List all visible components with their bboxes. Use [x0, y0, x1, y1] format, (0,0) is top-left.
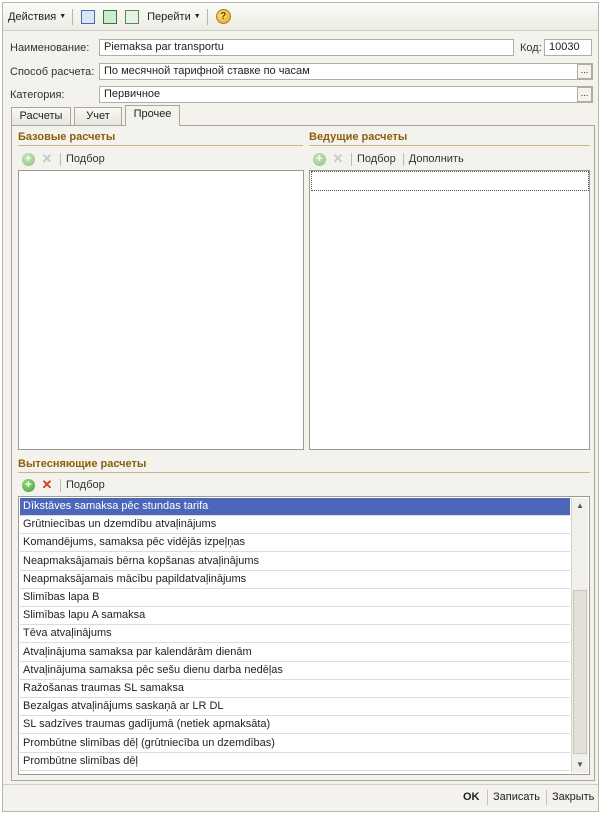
close-button[interactable]: Закрыть — [552, 791, 595, 803]
list-item[interactable]: Atvaļinājuma samaksa par kalendārām dienām — [20, 644, 570, 662]
category-select-button[interactable]: ... — [577, 87, 592, 102]
list-item[interactable]: Ražošanas traumas SL samaksa — [20, 680, 570, 698]
list-focus-row[interactable] — [311, 171, 589, 191]
leading-pick-button[interactable]: Подбор — [357, 153, 396, 165]
section-divider — [18, 145, 303, 146]
form-window — [2, 2, 599, 812]
help-icon: ? — [216, 9, 231, 24]
copy-icon — [125, 10, 139, 24]
ok-button[interactable]: OK — [463, 791, 480, 803]
chevron-down-icon: ▼ — [193, 13, 201, 20]
refresh-icon — [103, 10, 117, 24]
goto-menu[interactable] — [144, 7, 204, 27]
code-field[interactable]: 10030 — [544, 39, 592, 56]
actions-menu[interactable] — [5, 7, 69, 27]
add-icon[interactable]: + — [22, 479, 35, 492]
save-button[interactable]: Записать — [493, 791, 541, 803]
tab-panel-other — [11, 125, 595, 781]
list-item[interactable]: Neapmaksājamais mācību papildatvaļinājums — [20, 571, 570, 589]
list-item[interactable]: Tēva atvaļinājums — [20, 625, 570, 643]
list-item[interactable]: Bezalgas atvaļinājums saskaņā ar LR DL — [20, 698, 570, 716]
category-field[interactable]: Первичное — [99, 86, 593, 103]
scroll-down-icon[interactable]: ▼ — [576, 760, 584, 769]
list-item[interactable]: Slimības lapu A samaksa — [20, 607, 570, 625]
delete-icon[interactable]: ✕ — [332, 151, 344, 166]
displacing-pick-button[interactable]: Подбор — [66, 479, 105, 491]
list-item[interactable]: Prombūtne slimības dēļ (grūtniecība un dzemdības) — [20, 735, 570, 753]
list-item[interactable]: Neapmaksājamais bērna kopšanas atvaļinājums — [20, 553, 570, 571]
displacing-toolbar — [22, 476, 105, 494]
leading-toolbar — [313, 150, 464, 168]
name-label: Наименование: — [10, 42, 90, 54]
toolbar — [3, 3, 598, 31]
section-divider — [18, 472, 590, 473]
base-list[interactable] — [18, 170, 304, 450]
toolbar-separator — [207, 9, 208, 25]
delete-icon[interactable]: ✕ — [41, 477, 53, 492]
category-label: Категория: — [10, 89, 65, 101]
toolbar-separator — [403, 153, 404, 166]
base-section-title: Базовые расчеты — [18, 131, 116, 143]
scroll-thumb[interactable] — [573, 590, 587, 754]
button-separator — [546, 790, 547, 805]
displacing-section-title: Вытесняющие расчеты — [18, 458, 147, 470]
actions-menu-label: Действия — [8, 10, 57, 23]
method-label: Способ расчета: — [10, 66, 95, 78]
leading-section-title: Ведущие расчеты — [309, 131, 408, 143]
toolbar-separator — [72, 9, 73, 25]
bottom-bar — [3, 784, 598, 811]
tab-calculations[interactable]: Расчеты — [11, 107, 71, 125]
chevron-down-icon: ▼ — [59, 13, 67, 20]
goto-menu-label: Перейти — [147, 10, 191, 23]
list-item[interactable]: Komandējums, samaksa pēc vidējās izpeļņas — [20, 534, 570, 552]
leading-list[interactable] — [309, 170, 590, 450]
leading-extend-button[interactable]: Дополнить — [408, 153, 464, 165]
name-field[interactable]: Piemaksa par transportu — [99, 39, 514, 56]
list-item[interactable]: Prombūtne slimības dēļ — [20, 753, 570, 771]
tab-accounting[interactable]: Учет — [74, 107, 122, 125]
tab-other[interactable]: Прочее — [125, 105, 180, 126]
base-toolbar — [22, 150, 105, 168]
toolbar-separator — [60, 153, 61, 166]
button-separator — [487, 790, 488, 805]
help-button[interactable] — [213, 7, 234, 27]
list-item[interactable]: Grūtniecības un dzemdību atvaļinājums — [20, 516, 570, 534]
list-item[interactable]: Dīkstāves samaksa pēc stundas tarifa — [20, 498, 570, 516]
vertical-scrollbar[interactable] — [571, 498, 588, 773]
method-field[interactable]: По месячной тарифной ставке по часам — [99, 63, 593, 80]
section-divider — [309, 145, 590, 146]
exit-icon — [81, 10, 95, 24]
displacing-list[interactable] — [18, 496, 590, 775]
refresh-button[interactable] — [100, 7, 120, 27]
method-select-button[interactable]: ... — [577, 64, 592, 79]
list-item[interactable]: SL sadzīves traumas gadījumā (netiek apmaksāta) — [20, 716, 570, 734]
list-item[interactable]: Atvaļinājuma samaksa pēc sešu dienu darba nedēļas — [20, 662, 570, 680]
list-item[interactable]: Slimības lapa B — [20, 589, 570, 607]
base-pick-button[interactable]: Подбор — [66, 153, 105, 165]
add-icon[interactable]: + — [313, 153, 326, 166]
toolbar-separator — [60, 479, 61, 492]
scroll-up-icon[interactable]: ▲ — [576, 501, 584, 510]
exit-button[interactable] — [78, 7, 98, 27]
delete-icon[interactable]: ✕ — [41, 151, 53, 166]
copy-button[interactable] — [122, 7, 142, 27]
add-icon[interactable]: + — [22, 153, 35, 166]
toolbar-separator — [351, 153, 352, 166]
code-label: Код: — [520, 42, 542, 54]
